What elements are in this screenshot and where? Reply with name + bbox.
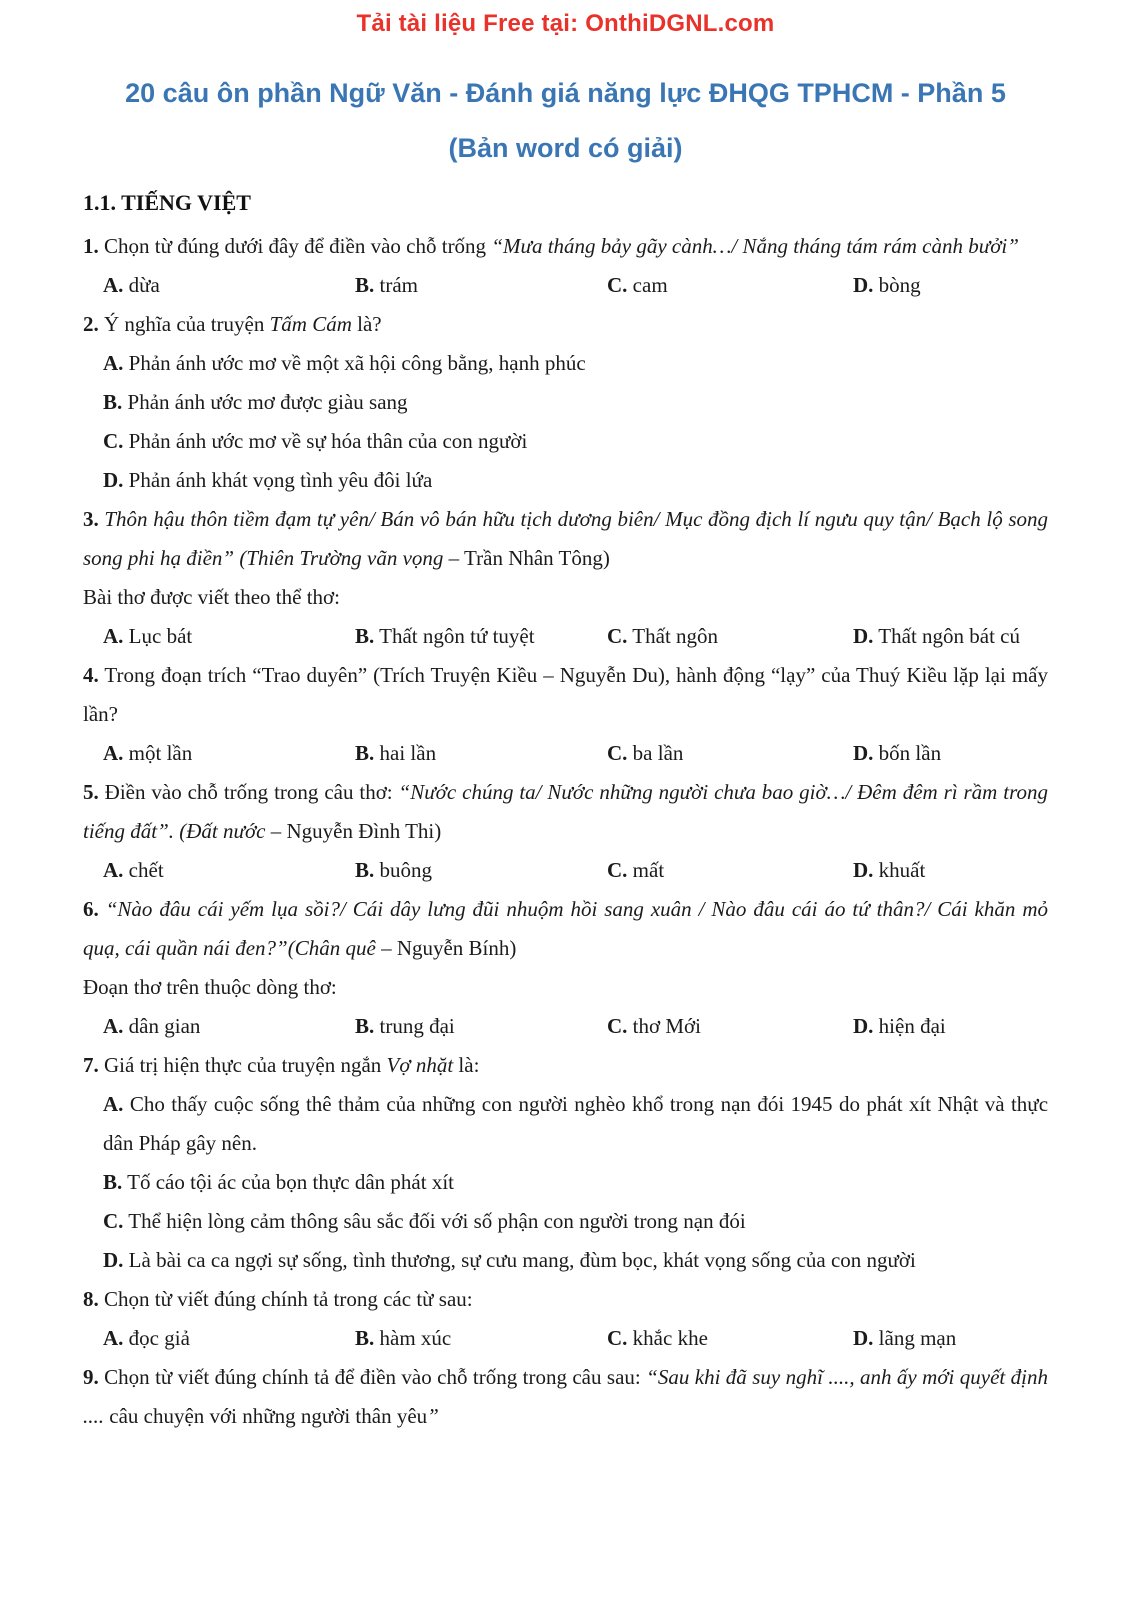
document-title: 20 câu ôn phần Ngữ Văn - Đánh giá năng lực ĐHQG TPHCM - Phần 5	[125, 78, 1006, 108]
question-4-options	[83, 734, 1048, 773]
option-letter: D.	[103, 1248, 124, 1272]
option-text: khắc khe	[632, 1326, 708, 1350]
question-2-option-b	[83, 383, 1048, 422]
question-3-option-c	[607, 617, 853, 656]
question-3-followup: Bài thơ được viết theo thể thơ:	[83, 585, 340, 609]
question-2-title-ref: Tấm Cám	[269, 312, 352, 336]
question-2-option-d	[83, 461, 1048, 500]
question-3-option-a	[103, 617, 355, 656]
question-2-number: 2.	[83, 312, 99, 336]
option-text: bốn lần	[878, 741, 942, 765]
document-subtitle: (Bản word có giải)	[448, 133, 683, 163]
option-text: khuất	[878, 858, 926, 882]
question-6-option-a	[103, 1007, 355, 1046]
option-text: Tố cáo tội ác của bọn thực dân phát xít	[127, 1170, 454, 1194]
question-8-option-b	[355, 1319, 607, 1358]
option-text: Phản ánh khát vọng tình yêu đôi lứa	[128, 468, 433, 492]
option-letter: A.	[103, 1092, 124, 1116]
option-text: buông	[379, 858, 433, 882]
option-text: Thất ngôn tứ tuyệt	[379, 624, 535, 648]
question-3-number: 3.	[83, 507, 99, 531]
option-letter: A.	[103, 624, 124, 648]
option-text: hàm xúc	[379, 1326, 452, 1350]
option-letter: D.	[853, 624, 874, 648]
option-text: thơ Mới	[632, 1014, 701, 1038]
question-8-option-c	[607, 1319, 853, 1358]
option-text: dừa	[128, 273, 160, 297]
option-text: Thất ngôn bát cú	[878, 624, 1021, 648]
question-4-option-c	[607, 734, 853, 773]
question-8-text: Chọn từ viết đúng chính tả trong các từ sau:	[98, 1287, 473, 1311]
option-text: Thể hiện lòng cảm thông sâu sắc đối với số phận con người trong nạn đói	[128, 1209, 746, 1233]
question-5-number: 5.	[83, 780, 99, 804]
question-9-text: câu chuyện với những người thân yêu	[109, 1404, 428, 1428]
question-6-number: 6.	[83, 897, 99, 921]
option-letter: A.	[103, 1326, 124, 1350]
question-4-option-b	[355, 734, 607, 773]
question-4-number: 4.	[83, 663, 99, 687]
option-letter: A.	[103, 858, 124, 882]
question-list	[83, 227, 1048, 1436]
question-6-option-d	[853, 1007, 1048, 1046]
option-text: Cho thấy cuộc sống thê thảm của những con người nghèo khổ trong nạn đói 1945 do phát xít Nhật và thực dân Pháp gây nên.	[103, 1092, 1049, 1155]
question-1-option-d	[853, 266, 1048, 305]
option-text: ba lần	[632, 741, 684, 765]
question-6-options	[83, 1007, 1048, 1046]
option-text: Phản ánh ước mơ được giàu sang	[127, 390, 408, 414]
question-6-option-b	[355, 1007, 607, 1046]
question-7-stem	[83, 1046, 1048, 1085]
question-5-text: Điền vào chỗ trống trong câu thơ:	[98, 780, 399, 804]
option-text: Phản ánh ước mơ về sự hóa thân của con người	[128, 429, 528, 453]
question-1-options	[83, 266, 1048, 305]
option-letter: C.	[607, 273, 628, 297]
question-1-option-c	[607, 266, 853, 305]
option-text: Lục bát	[128, 624, 193, 648]
question-9-quote: “Sau khi đã suy nghĩ ...., anh ấy mới quyết định ....	[83, 1365, 1048, 1428]
option-letter: D.	[853, 1014, 874, 1038]
question-9-stem	[83, 1358, 1048, 1436]
option-letter: A.	[103, 1014, 124, 1038]
question-8-number: 8.	[83, 1287, 99, 1311]
question-5-poem-quote: “Nước chúng ta/ Nước những người chưa bao giờ…/ Đêm đêm rì rầm trong tiếng đất”. (Đất nước	[83, 780, 1048, 843]
option-text: lãng mạn	[878, 1326, 957, 1350]
option-letter: D.	[853, 858, 874, 882]
option-text: đọc giả	[128, 1326, 190, 1350]
option-letter: D.	[103, 468, 124, 492]
question-8-option-d	[853, 1319, 1048, 1358]
question-4-option-d	[853, 734, 1048, 773]
option-letter: D.	[853, 273, 874, 297]
question-8-option-a	[103, 1319, 355, 1358]
option-letter: B.	[355, 1014, 375, 1038]
option-letter: D.	[853, 1326, 874, 1350]
option-letter: C.	[607, 858, 628, 882]
question-7-option-d	[83, 1241, 1048, 1280]
question-1-stem	[83, 227, 1048, 266]
option-letter: B.	[103, 390, 123, 414]
question-9-number: 9.	[83, 1365, 99, 1389]
question-3-option-d	[853, 617, 1048, 656]
option-letter: C.	[103, 429, 124, 453]
question-7-text: là:	[453, 1053, 480, 1077]
question-3-option-b	[355, 617, 607, 656]
question-6-poem-quote: “Nào đâu cái yếm lụa sồi?/ Cái dây lưng đũi nhuộm hồi sang xuân / Nào đâu cái áo tứ thân?/ Cái khăn mỏ quạ, cái quần nái đen?”(Chân quê	[83, 897, 1048, 960]
question-3-options	[83, 617, 1048, 656]
option-letter: C.	[607, 624, 628, 648]
option-text: cam	[632, 273, 668, 297]
option-text: dân gian	[128, 1014, 201, 1038]
question-4-option-a	[103, 734, 355, 773]
question-2-stem	[83, 305, 1048, 344]
question-1-number: 1.	[83, 234, 99, 258]
question-5-option-c	[607, 851, 853, 890]
question-8-options	[83, 1319, 1048, 1358]
option-text: hiện đại	[878, 1014, 946, 1038]
option-letter: B.	[355, 624, 375, 648]
question-6-followup: Đoạn thơ trên thuộc dòng thơ:	[83, 975, 337, 999]
question-7-option-c	[83, 1202, 1048, 1241]
question-1-quote: “Mưa tháng bảy gãy cành…/ Nắng tháng tám rám cành bưởi”	[491, 234, 1019, 258]
option-text: Thất ngôn	[632, 624, 719, 648]
option-letter: A.	[103, 351, 124, 375]
question-2-option-c	[83, 422, 1048, 461]
option-letter: C.	[607, 1326, 628, 1350]
option-letter: B.	[355, 1326, 375, 1350]
question-4-stem	[83, 656, 1048, 734]
option-text: trám	[379, 273, 418, 297]
option-text: chết	[128, 858, 164, 882]
question-6-option-c	[607, 1007, 853, 1046]
question-3-author: – Trần Nhân Tông)	[448, 546, 610, 570]
question-9-quote-close: ”	[427, 1404, 439, 1428]
question-5-stem	[83, 773, 1048, 851]
section-heading: 1.1. TIẾNG VIỆT	[83, 190, 251, 215]
question-3-stem	[83, 500, 1048, 578]
question-5-options	[83, 851, 1048, 890]
question-5-option-b	[355, 851, 607, 890]
option-letter: C.	[607, 741, 628, 765]
question-1-option-b	[355, 266, 607, 305]
option-text: Là bài ca ca ngợi sự sống, tình thương, sự cưu mang, đùm bọc, khát vọng sống của con người	[128, 1248, 916, 1272]
question-7-text: Giá trị hiện thực của truyện ngắn	[98, 1053, 387, 1077]
question-6-stem	[83, 890, 1048, 968]
question-7-option-b	[83, 1163, 1048, 1202]
question-9-text: Chọn từ viết đúng chính tả để điền vào chỗ trống trong câu sau:	[98, 1365, 647, 1389]
question-1-option-a	[103, 266, 355, 305]
question-8-stem	[83, 1280, 1048, 1319]
option-letter: C.	[103, 1209, 124, 1233]
question-7-option-a	[83, 1085, 1048, 1163]
option-letter: C.	[607, 1014, 628, 1038]
option-letter: B.	[355, 858, 375, 882]
option-text: bòng	[878, 273, 921, 297]
option-text: trung đại	[379, 1014, 455, 1038]
option-letter: A.	[103, 273, 124, 297]
download-banner: Tải tài liệu Free tại: OnthiDGNL.com	[356, 10, 775, 37]
question-5-option-a	[103, 851, 355, 890]
question-2-text: Ý nghĩa của truyện	[98, 312, 270, 336]
question-2-option-a	[83, 344, 1048, 383]
question-7-title-ref: Vợ nhặt	[386, 1053, 454, 1077]
question-4-text: Trong đoạn trích “Trao duyên” (Trích Truyện Kiều – Nguyễn Du), hành động “lạy” của Thuý Kiều lặp lại mấy lần?	[83, 663, 1048, 726]
question-1-text: Chọn từ đúng dưới đây để điền vào chỗ trống	[98, 234, 492, 258]
question-5-author: – Nguyễn Đình Thi)	[270, 819, 442, 843]
option-text: Phản ánh ước mơ về một xã hội công bằng, hạnh phúc	[128, 351, 586, 375]
question-5-option-d	[853, 851, 1048, 890]
question-3-poem-quote: Thôn hậu thôn tiềm đạm tự yên/ Bán vô bán hữu tịch dương biên/ Mục đồng địch lí ngưu quy tận/ Bạch lộ song song phi hạ điền” (Thiên Trường vãn vọng	[83, 507, 1048, 570]
option-letter: D.	[853, 741, 874, 765]
option-text: hai lần	[379, 741, 437, 765]
option-letter: B.	[355, 741, 375, 765]
option-letter: B.	[103, 1170, 123, 1194]
question-6-author: – Nguyễn Bính)	[381, 936, 517, 960]
option-text: mất	[632, 858, 665, 882]
question-7-number: 7.	[83, 1053, 99, 1077]
option-letter: B.	[355, 273, 375, 297]
option-letter: A.	[103, 741, 124, 765]
question-2-text: là?	[351, 312, 382, 336]
option-text: một lần	[128, 741, 193, 765]
